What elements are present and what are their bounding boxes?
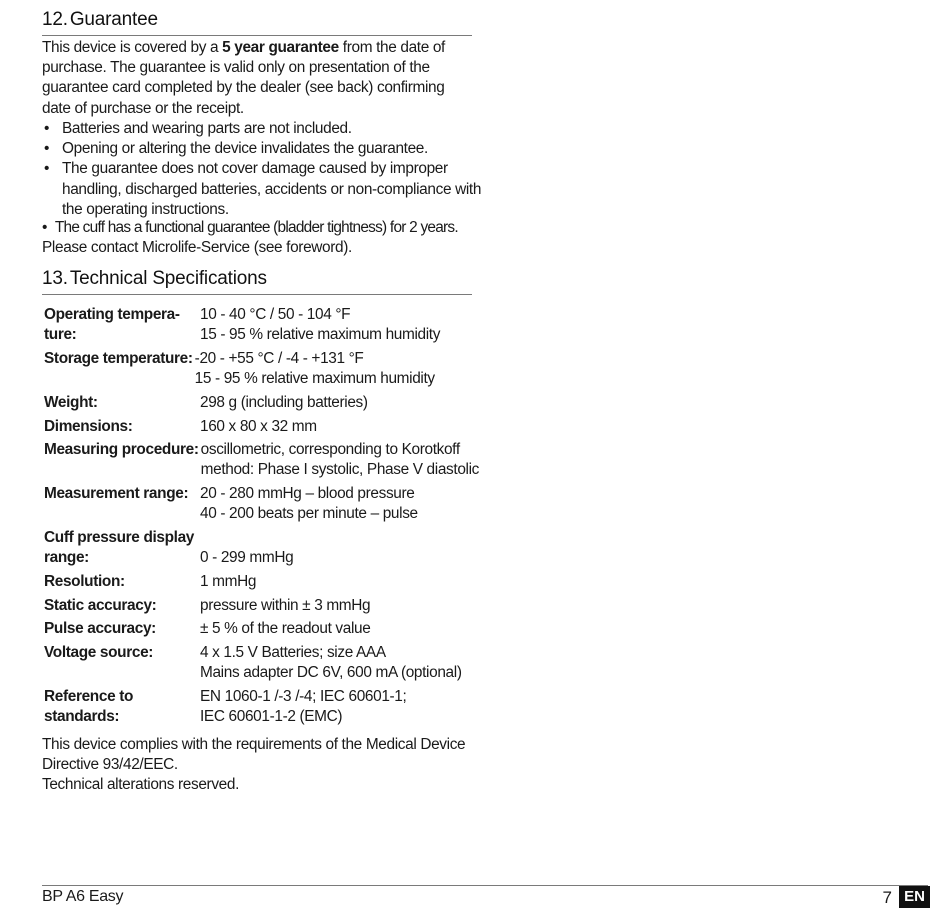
- section-number: 13.: [42, 268, 68, 289]
- spec-value: ± 5 % of the readout value: [200, 620, 371, 638]
- alterations-note: Technical alterations reserved.: [42, 776, 240, 794]
- specs-heading: [42, 268, 472, 295]
- spec-value: 0 - 299 mmHg: [200, 549, 294, 567]
- spec-value: pressure within ± 3 mmHg: [200, 596, 371, 614]
- spec-row: [44, 417, 484, 437]
- section-title: Guarantee: [69, 9, 158, 30]
- spec-label: Voltage source:: [44, 644, 154, 662]
- spec-row: [44, 619, 484, 639]
- spec-value: 1 mmHg: [200, 572, 257, 590]
- spec-row: [44, 349, 484, 389]
- list-item-text: The guarantee does not cover damage caused by improper handling, discharged batteries, accidents or non-compliance with the operating instructions.: [62, 160, 482, 218]
- spec-label: Static accuracy:: [44, 596, 157, 614]
- spec-label: Measuring procedure:: [44, 441, 199, 459]
- spec-row: [44, 305, 484, 345]
- spec-label: Reference to standards:: [44, 687, 134, 726]
- cuff-guarantee-text: The cuff has a functional guarantee (bladder tightness) for 2 years.: [54, 219, 458, 236]
- spec-label: Measurement range:: [44, 485, 189, 503]
- spec-value: 298 g (including batteries): [200, 393, 368, 411]
- spec-row: [44, 393, 484, 413]
- spec-label: Storage temperature:: [44, 349, 193, 367]
- spec-value: oscillometric, corresponding to Korotkoff method: Phase I systolic, Phase V diastolic: [200, 441, 480, 479]
- bullet-icon: •: [42, 219, 55, 236]
- section-title: Technical Specifications: [69, 268, 267, 289]
- bullet-icon: •: [44, 140, 50, 158]
- spec-row: [44, 643, 484, 683]
- spec-row: [44, 484, 484, 524]
- list-item-text: Opening or altering the device invalidates the guarantee.: [62, 140, 428, 158]
- spec-label: Resolution:: [44, 572, 125, 590]
- guarantee-exclusions-list: [42, 119, 482, 220]
- bullet-icon: •: [44, 160, 50, 178]
- spec-value: 10 - 40 °C / 50 - 104 °F 15 - 95 % relative maximum humidity: [200, 306, 441, 344]
- language-badge: EN: [899, 886, 930, 908]
- service-contact: Please contact Microlife-Service (see foreword).: [42, 239, 352, 256]
- bullet-icon: •: [44, 120, 50, 137]
- compliance-note: This device complies with the requirements of the Medical Device Directive 93/42/EEC.: [42, 736, 466, 774]
- specs-table: [44, 305, 484, 731]
- spec-row: [44, 440, 484, 480]
- page-number: 7: [882, 888, 892, 907]
- spec-value: 160 x 80 x 32 mm: [200, 417, 317, 435]
- spec-row: [44, 572, 484, 592]
- spec-row: [44, 596, 484, 616]
- list-item-text: Batteries and wearing parts are not included.: [62, 120, 352, 137]
- guarantee-heading: [42, 9, 472, 36]
- section-number: 12.: [42, 9, 68, 30]
- footer-divider: [42, 885, 928, 886]
- footer-model: BP A6 Easy: [42, 888, 124, 905]
- spec-label: Operating tempera- ture:: [44, 306, 180, 344]
- spec-label: Weight:: [44, 393, 98, 411]
- spec-label: Pulse accuracy:: [44, 620, 156, 638]
- spec-value: 4 x 1.5 V Batteries; size AAA Mains adapter DC 6V, 600 mA (optional): [200, 644, 462, 682]
- spec-value: 20 - 280 mmHg – blood pressure 40 - 200 beats per minute – pulse: [200, 485, 418, 523]
- spec-value: -20 - +55 °C / -4 - +131 °F 15 - 95 % relative maximum humidity: [194, 349, 435, 388]
- spec-row: [44, 687, 484, 727]
- spec-value: EN 1060-1 /-3 /-4; IEC 60601-1; IEC 60601-1-2 (EMC): [200, 687, 407, 726]
- list-item: [42, 159, 482, 220]
- guarantee-intro: [42, 38, 474, 119]
- intro-text-rest: from the date of purchase. The guarantee is valid only on presentation of the guarantee card completed by the dealer (see back) confirming date of purchase or the receipt.: [42, 39, 445, 117]
- guarantee-duration: 5 year guarantee: [222, 39, 339, 56]
- specs-closing: [42, 735, 482, 796]
- intro-text: This device is covered by a: [42, 39, 223, 56]
- list-item: [42, 139, 482, 159]
- spec-row: [44, 528, 484, 568]
- spec-label: Dimensions:: [44, 417, 133, 435]
- cuff-guarantee-item: [42, 218, 482, 238]
- list-item: [42, 119, 482, 139]
- spec-label: Cuff pressure display range:: [44, 529, 195, 567]
